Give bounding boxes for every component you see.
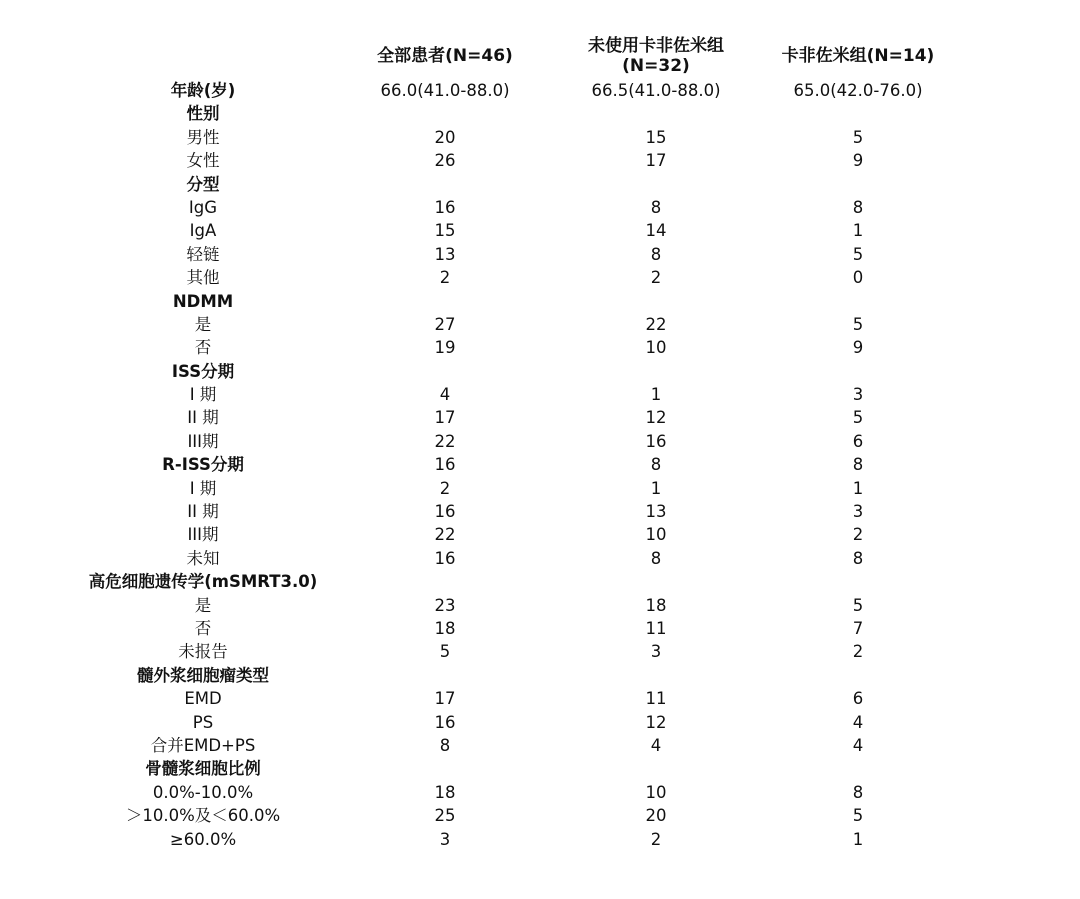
value-no-carfilzomib: 16 <box>645 431 667 451</box>
value-carfilzomib: 1 <box>852 478 864 498</box>
table-section-row <box>0 173 1080 196</box>
table-section-row <box>0 102 1080 125</box>
row-label: II 期 <box>187 408 219 428</box>
table-row <box>0 336 1080 359</box>
value-carfilzomib: 2 <box>852 525 864 545</box>
value-carfilzomib: 5 <box>852 408 864 428</box>
value-no-carfilzomib: 10 <box>645 525 667 545</box>
value-carfilzomib <box>760 290 956 313</box>
table-row <box>0 828 1080 851</box>
value-no-carfilzomib: 8 <box>650 244 662 264</box>
section-label: ISS分期 <box>171 361 235 381</box>
value-all-patients: 13 <box>434 244 456 264</box>
table-section-row <box>0 570 1080 593</box>
value-all-patients <box>345 757 545 780</box>
table-section-row <box>0 664 1080 687</box>
row-label: 轻链 <box>186 244 220 264</box>
value-no-carfilzomib <box>552 290 760 313</box>
value-all-patients: 3 <box>439 829 451 849</box>
value-all-patients: 22 <box>434 431 456 451</box>
value-carfilzomib: 65.0(42.0-76.0) <box>793 81 923 100</box>
value-all-patients: 23 <box>434 595 456 615</box>
table-row <box>0 313 1080 336</box>
value-no-carfilzomib: 17 <box>645 151 667 171</box>
table-section-row <box>0 453 1080 476</box>
value-no-carfilzomib <box>552 173 760 196</box>
value-no-carfilzomib: 12 <box>645 408 667 428</box>
row-label: III期 <box>187 525 219 545</box>
row-label: PS <box>192 712 214 732</box>
value-carfilzomib: 8 <box>852 782 864 802</box>
row-label: 合并EMD+PS <box>150 735 256 755</box>
row-label: 男性 <box>186 127 220 147</box>
value-no-carfilzomib: 15 <box>645 127 667 147</box>
row-label: 女性 <box>186 151 220 171</box>
value-carfilzomib: 5 <box>852 244 864 264</box>
value-carfilzomib <box>760 757 956 780</box>
value-no-carfilzomib: 12 <box>645 712 667 732</box>
value-carfilzomib <box>760 360 956 383</box>
value-carfilzomib: 5 <box>852 127 864 147</box>
table-row <box>0 523 1080 546</box>
row-label: IgG <box>188 197 218 217</box>
row-label: 否 <box>194 338 212 358</box>
value-all-patients: 20 <box>434 127 456 147</box>
table-row <box>0 219 1080 242</box>
header-carfilzomib: 卡非佐米组(N=14) <box>781 46 935 66</box>
value-all-patients <box>345 570 545 593</box>
table-row <box>0 687 1080 710</box>
value-no-carfilzomib: 10 <box>645 338 667 358</box>
row-label: ＞10.0%及＜60.0% <box>125 806 281 826</box>
value-carfilzomib <box>760 102 956 125</box>
value-no-carfilzomib: 3 <box>650 642 662 662</box>
table-section-row <box>0 360 1080 383</box>
section-label: 年龄(岁) <box>170 81 236 100</box>
value-no-carfilzomib: 22 <box>645 314 667 334</box>
header-all-patients: 全部患者(N=46) <box>377 46 513 66</box>
value-all-patients: 25 <box>434 806 456 826</box>
value-carfilzomib <box>760 664 956 687</box>
table-row <box>0 594 1080 617</box>
value-carfilzomib <box>760 173 956 196</box>
value-carfilzomib: 5 <box>852 806 864 826</box>
table-row <box>0 804 1080 827</box>
row-label: ≥60.0% <box>169 829 237 849</box>
section-label: 性别 <box>186 104 220 124</box>
section-label: 分型 <box>186 174 220 194</box>
table-row <box>0 711 1080 734</box>
value-all-patients <box>345 173 545 196</box>
row-label: EMD <box>184 689 222 709</box>
value-no-carfilzomib: 4 <box>650 735 662 755</box>
value-no-carfilzomib: 18 <box>645 595 667 615</box>
section-label: 骨髓浆细胞比例 <box>145 759 261 779</box>
section-label: R-ISS分期 <box>162 455 244 475</box>
value-all-patients: 15 <box>434 221 456 241</box>
table-row <box>0 547 1080 570</box>
table-row <box>0 430 1080 453</box>
value-all-patients: 18 <box>434 782 456 802</box>
value-carfilzomib: 4 <box>852 735 864 755</box>
row-label: I 期 <box>189 478 217 498</box>
value-carfilzomib: 1 <box>852 221 864 241</box>
section-label: 髓外浆细胞瘤类型 <box>137 665 269 685</box>
value-carfilzomib: 0 <box>852 268 864 288</box>
value-all-patients: 19 <box>434 338 456 358</box>
value-all-patients <box>345 290 545 313</box>
value-no-carfilzomib: 8 <box>650 197 662 217</box>
value-carfilzomib: 1 <box>852 829 864 849</box>
value-no-carfilzomib: 2 <box>650 268 662 288</box>
value-all-patients: 16 <box>434 455 456 475</box>
table-row <box>0 640 1080 663</box>
table-row <box>0 383 1080 406</box>
value-no-carfilzomib: 20 <box>645 806 667 826</box>
value-all-patients: 17 <box>434 408 456 428</box>
table-row <box>0 734 1080 757</box>
value-all-patients: 16 <box>434 502 456 522</box>
row-label: 0.0%-10.0% <box>152 782 254 802</box>
value-carfilzomib <box>760 570 956 593</box>
value-carfilzomib: 9 <box>852 338 864 358</box>
table-body <box>0 79 1080 851</box>
value-carfilzomib: 8 <box>852 197 864 217</box>
value-no-carfilzomib <box>552 570 760 593</box>
value-no-carfilzomib <box>552 360 760 383</box>
value-carfilzomib: 6 <box>852 431 864 451</box>
row-label: 未知 <box>186 548 220 568</box>
value-all-patients: 16 <box>434 197 456 217</box>
value-no-carfilzomib: 10 <box>645 782 667 802</box>
value-all-patients: 22 <box>434 525 456 545</box>
row-label: III期 <box>187 431 219 451</box>
value-no-carfilzomib: 66.5(41.0-88.0) <box>591 81 721 100</box>
value-carfilzomib: 8 <box>852 548 864 568</box>
value-all-patients: 4 <box>439 385 451 405</box>
value-carfilzomib: 9 <box>852 151 864 171</box>
value-carfilzomib: 5 <box>852 595 864 615</box>
table-row <box>0 477 1080 500</box>
table-section-row <box>0 757 1080 780</box>
value-no-carfilzomib <box>552 664 760 687</box>
value-no-carfilzomib: 13 <box>645 502 667 522</box>
value-all-patients: 66.0(41.0-88.0) <box>380 81 510 100</box>
row-label: 是 <box>194 314 212 334</box>
value-carfilzomib: 3 <box>852 502 864 522</box>
table-section-row <box>0 290 1080 313</box>
value-all-patients: 27 <box>434 314 456 334</box>
table-row <box>0 781 1080 804</box>
value-no-carfilzomib <box>552 102 760 125</box>
value-no-carfilzomib: 1 <box>650 385 662 405</box>
value-no-carfilzomib: 2 <box>650 829 662 849</box>
value-all-patients: 17 <box>434 689 456 709</box>
value-carfilzomib: 7 <box>852 618 864 638</box>
value-carfilzomib: 5 <box>852 314 864 334</box>
value-no-carfilzomib: 8 <box>650 548 662 568</box>
value-all-patients: 16 <box>434 548 456 568</box>
row-label: 其他 <box>186 268 220 288</box>
table-section-row <box>0 79 1080 102</box>
value-all-patients: 26 <box>434 151 456 171</box>
value-all-patients: 2 <box>439 478 451 498</box>
table-row <box>0 196 1080 219</box>
value-all-patients: 5 <box>439 642 451 662</box>
value-no-carfilzomib <box>552 757 760 780</box>
row-label: 否 <box>194 618 212 638</box>
table-row <box>0 617 1080 640</box>
value-no-carfilzomib: 11 <box>645 689 667 709</box>
value-no-carfilzomib: 1 <box>650 478 662 498</box>
value-all-patients <box>345 360 545 383</box>
value-no-carfilzomib: 11 <box>645 618 667 638</box>
value-carfilzomib: 4 <box>852 712 864 732</box>
value-carfilzomib: 8 <box>852 455 864 475</box>
value-all-patients: 18 <box>434 618 456 638</box>
value-all-patients <box>345 102 545 125</box>
value-no-carfilzomib: 14 <box>645 221 667 241</box>
value-no-carfilzomib: 8 <box>650 455 662 475</box>
value-all-patients: 2 <box>439 268 451 288</box>
table-header <box>0 34 1080 78</box>
table-row <box>0 500 1080 523</box>
header-no-carfilzomib: 未使用卡非佐米组 (N=32) <box>588 36 724 76</box>
table-row <box>0 266 1080 289</box>
table-row <box>0 406 1080 429</box>
value-all-patients: 8 <box>439 735 451 755</box>
value-carfilzomib: 3 <box>852 385 864 405</box>
section-label: NDMM <box>172 291 234 311</box>
value-carfilzomib: 2 <box>852 642 864 662</box>
value-all-patients <box>345 664 545 687</box>
row-label: 未报告 <box>178 642 228 662</box>
section-label: 高危细胞遗传学(mSMRT3.0) <box>88 572 318 592</box>
row-label: II 期 <box>187 502 219 522</box>
row-label: I 期 <box>189 385 217 405</box>
table-row <box>0 243 1080 266</box>
row-label: IgA <box>189 221 217 241</box>
row-label: 是 <box>194 595 212 615</box>
value-all-patients: 16 <box>434 712 456 732</box>
table-row <box>0 149 1080 172</box>
value-carfilzomib: 6 <box>852 689 864 709</box>
table-row <box>0 126 1080 149</box>
